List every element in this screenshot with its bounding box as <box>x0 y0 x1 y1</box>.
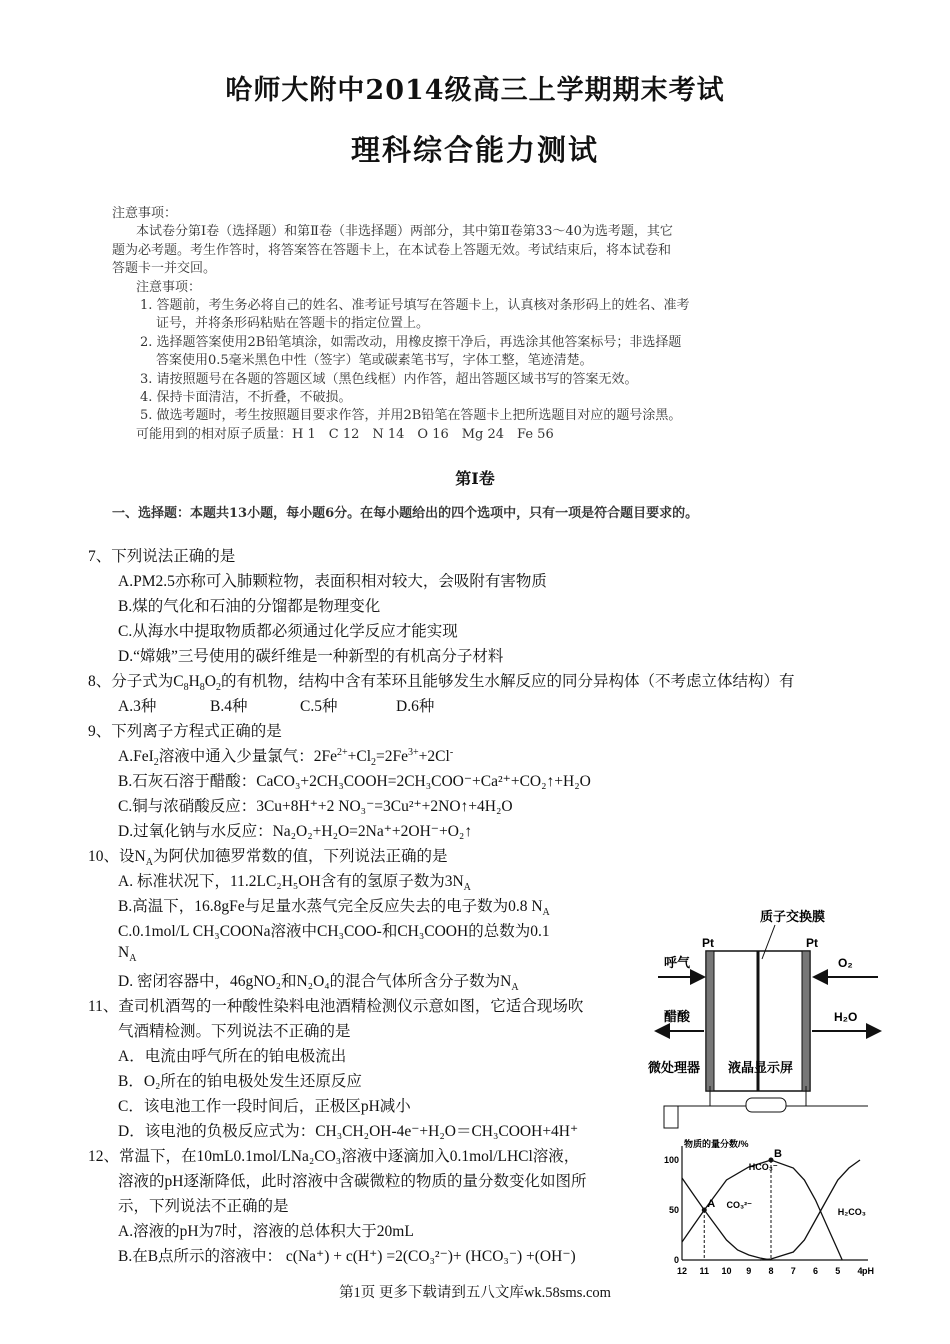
question-12-stem-cont2: 示，下列说法不正确的是 <box>118 1198 289 1215</box>
question-10-option-a <box>118 869 471 893</box>
lcd-box <box>746 1098 786 1112</box>
point-label: A <box>707 1198 716 1210</box>
notes-line: 答案使用0.5毫米黑色中性（签字）笔或碳素笔书写，字体工整，笔迹清楚。 <box>156 353 593 369</box>
series-label: CO₃²⁻ <box>726 1200 752 1210</box>
q10-sub: A <box>145 857 153 869</box>
acetic-label: 醋酸 <box>664 1009 691 1024</box>
circuit-diagram <box>648 1060 885 1142</box>
question-7-option-a: A.PM2.5亦称可入肺颗粒物，表面积相对较大，会吸附有害物质 <box>118 573 547 590</box>
x-tick-label: 12 <box>676 1266 688 1276</box>
question-7-option-b: B.煤的气化和石油的分馏都是物理变化 <box>118 598 381 615</box>
q9a-sub: 2 <box>371 757 377 769</box>
question-9-stem: 9、下列离子方程式正确的是 <box>88 723 282 740</box>
question-8-option-d: D.6种 <box>396 698 435 715</box>
notes-line: 题为必考题。考生作答时，将答案答在答题卡上，在本试卷上答题无效。考试结束后，将本试卷和 <box>112 242 672 258</box>
x-tick-label: 4 <box>857 1266 863 1276</box>
q10b-sub: A <box>542 907 550 919</box>
membrane-label: 质子交换膜 <box>760 909 826 924</box>
point-marker <box>702 1208 707 1213</box>
question-8-option-a: A.3种 <box>118 698 157 715</box>
q9a-text: +2Cl <box>418 748 450 765</box>
q10c-sub: A <box>129 953 137 965</box>
x-tick-label: 7 <box>790 1266 796 1276</box>
o2-label: O₂ <box>838 956 853 970</box>
right-electrode <box>802 951 810 1091</box>
question-12-stem: 12、常温下，在10mL0.1mol/LNa₂CO₃溶液中逐滴加入0.1mol/LHCl溶液， <box>88 1148 580 1165</box>
question-10-option-b <box>118 894 550 918</box>
processor-box <box>664 1106 678 1128</box>
question-9-option-a <box>118 744 453 768</box>
instructions-block <box>112 205 722 444</box>
q9a-text: 溶液中通入少量氯气：2Fe <box>158 748 337 765</box>
speciation-chart <box>663 1138 883 1284</box>
q10-text: 为阿伏加德罗常数的值，下列说法正确的是 <box>152 848 448 865</box>
question-9-option-d: D.过氧化钠与水反应：Na₂O₂+H₂O=2Na⁺+2OH⁻+O₂↑ <box>118 823 473 840</box>
pt-right-label: Pt <box>806 936 818 950</box>
x-tick-label: 5 <box>835 1266 841 1276</box>
x-tick-label: 8 <box>768 1266 774 1276</box>
series-label: HCO₃⁻ <box>748 1162 778 1172</box>
point-label: B <box>774 1148 782 1160</box>
y-axis-label: 物质的量分数/% <box>684 1139 749 1149</box>
question-12-option-b: B.在B点所示的溶液中： c(Na⁺) + c(H⁺) =2(CO₃²⁻)+ (HCO₃⁻) +(OH⁻) <box>118 1248 576 1265</box>
q10b-text: B.高温下，16.8gFe与足量水蒸气完全反应失去的电子数为0.8 N <box>118 898 543 915</box>
notes-line: 4. 保持卡面清洁，不折叠，不破损。 <box>140 390 352 406</box>
question-10-stem <box>88 844 447 868</box>
question-12-option-a: A.溶液的pH为7时，溶液的总体积大于20mL <box>118 1223 414 1240</box>
q10d-text: D. 密闭容器中，46gNO₂和N₂O₄的混合气体所含分子数为N <box>118 973 512 990</box>
question-10-option-c: C.0.1mol/L CH₃COONa溶液中CH₃COO-和CH₃COOH的总数为0.1 <box>118 923 550 940</box>
x-tick-label: 6 <box>812 1266 819 1276</box>
question-9-option-b: B.石灰石溶于醋酸：CaCO₃+2CH₃COOH=2CH₃COO⁻+Ca²⁺+CO₂↑+H₂O <box>118 773 591 790</box>
q8-text: O <box>204 673 216 690</box>
x-axis-label: pH <box>862 1266 874 1276</box>
q9a-text: =2Fe <box>376 748 409 765</box>
question-7-option-d: D.“嫦娥”三号使用的碳纤维是一种新型的有机高分子材料 <box>118 648 504 665</box>
question-11-option-d: D．该电池的负极反应式为：CH₃CH₂OH-4e⁻+H₂O＝CH₃COOH+4H⁺ <box>118 1123 579 1140</box>
notes-heading: 注意事项： <box>112 206 178 221</box>
page-footer: 第1页 更多下载请到五八文库wk.58sms.com <box>339 1285 611 1301</box>
q8-sub: 2 <box>216 682 221 694</box>
q9a-sup: 2+ <box>337 746 348 758</box>
question-11-stem-cont: 气酒精检测。下列说法不正确的是 <box>118 1023 351 1040</box>
question-7-option-c: C.从海水中提取物质都必须通过化学反应才能实现 <box>118 623 458 640</box>
question-8-option-b: B.4种 <box>210 698 248 715</box>
question-11-stem: 11、查司机酒驾的一种酸性染料电池酒精检测仪示意如图，它适合现场吹 <box>88 998 584 1015</box>
series-label: H₂CO₃ <box>837 1207 866 1217</box>
series-line <box>682 1178 771 1260</box>
question-11-option-c: C．该电池工作一段时间后，正极区pH减小 <box>118 1098 411 1115</box>
q10c-text: N <box>118 944 130 961</box>
q8-text: 8、分子式为C <box>88 673 184 690</box>
notes-line: 答题卡一并交回。 <box>112 261 217 277</box>
q10a-text: A. 标准状况下，11.2LC₂H₅OH含有的氢原子数为3N <box>118 873 464 890</box>
question-10-option-c-cont <box>118 944 136 964</box>
membrane-pointer <box>762 925 775 959</box>
section-title: 第Ⅰ卷 <box>455 469 495 488</box>
q9a-text: +Cl <box>347 748 372 765</box>
notes-line: 本试卷分第Ⅰ卷（选择题）和第Ⅱ卷（非选择题）两部分，其中第Ⅱ卷第33～40为选考题，其它 <box>136 224 673 240</box>
question-9-option-c: C.铜与浓硝酸反应：3Cu+8H⁺+2 NO₃⁻=3Cu²⁺+2NO↑+4H₂O <box>118 798 513 815</box>
x-tick-label: 10 <box>721 1266 732 1276</box>
notes-line: 证号，并将条形码粘贴在答题卡的指定位置上。 <box>156 316 430 332</box>
q10d-sub: A <box>511 982 519 994</box>
question-7-stem: 7、下列说法正确的是 <box>88 548 236 565</box>
q10a-sub: A <box>463 882 471 894</box>
exam-title: 哈师大附中2014级高三上学期期末考试 <box>225 75 725 106</box>
q9a-sub: 2 <box>153 757 159 769</box>
notes-line: 可能用到的相对原子质量：H 1 C 12 N 14 O 16 Mg 24 Fe 56 <box>136 426 554 442</box>
y-tick-label: 100 <box>663 1155 679 1165</box>
question-10-option-d <box>118 969 519 993</box>
q8-sub: 8 <box>183 682 189 694</box>
notes-line: 2. 选择题答案使用2B铅笔填涂，如需改动，用橡皮擦干净后，再选涂其他答案标号；非选择题 <box>140 334 682 350</box>
notes-line: 注意事项： <box>136 279 202 295</box>
question-11-option-b: B．O₂所在的铂电极处发生还原反应 <box>118 1073 362 1090</box>
x-tick-label: 11 <box>699 1266 710 1276</box>
q10-text: 10、设N <box>88 848 146 865</box>
breath-label: 呼气 <box>664 955 691 970</box>
y-tick-label: 0 <box>673 1255 679 1265</box>
exam-subtitle: 理科综合能力测试 <box>350 133 599 167</box>
question-12-stem-cont: 溶液的pH逐渐降低，此时溶液中含碳微粒的物质的量分数变化如图所 <box>118 1173 587 1190</box>
q9a-text: A.FeI <box>118 748 154 765</box>
notes-line: 5. 做选考题时，考生按照题目要求作答，并用2B铅笔在答题卡上把所选题目对应的题号涂黑。 <box>140 408 682 424</box>
q9a-sup: - <box>449 746 454 758</box>
question-11-option-a: A．电流由呼气所在的铂电极流出 <box>118 1048 347 1065</box>
section-instruction: 一、选择题：本题共13小题，每小题6分。在每小题给出的四个选项中，只有一项是符合题目要求的。 <box>112 506 699 521</box>
q8-text: 的有机物，结构中含有苯环且能够发生水解反应的同分异构体（不考虑立体结构）有 <box>221 673 795 690</box>
left-electrode <box>706 951 714 1091</box>
question-8-stem <box>88 669 795 693</box>
y-tick-label: 50 <box>668 1205 679 1215</box>
question-8-option-c: C.5种 <box>300 698 338 715</box>
q8-sub: 8 <box>199 682 205 694</box>
x-tick-label: 9 <box>746 1266 752 1276</box>
q9a-sup: 3+ <box>408 746 419 758</box>
h2o-label: H₂O <box>834 1010 858 1024</box>
lcd-label: 液晶显示屏 <box>728 1060 794 1075</box>
q8-text: H <box>188 673 200 690</box>
notes-line: 3. 请按照题号在各题的答题区域（黑色线框）内作答，超出答题区域书写的答案无效。 <box>140 371 638 387</box>
pt-left-label: Pt <box>702 936 714 950</box>
notes-line: 1. 答题前，考生务必将自己的姓名、准考证号填写在答题卡上，认真核对条形码上的姓名、准考 <box>140 298 690 314</box>
processor-label: 微处理器 <box>648 1060 701 1075</box>
